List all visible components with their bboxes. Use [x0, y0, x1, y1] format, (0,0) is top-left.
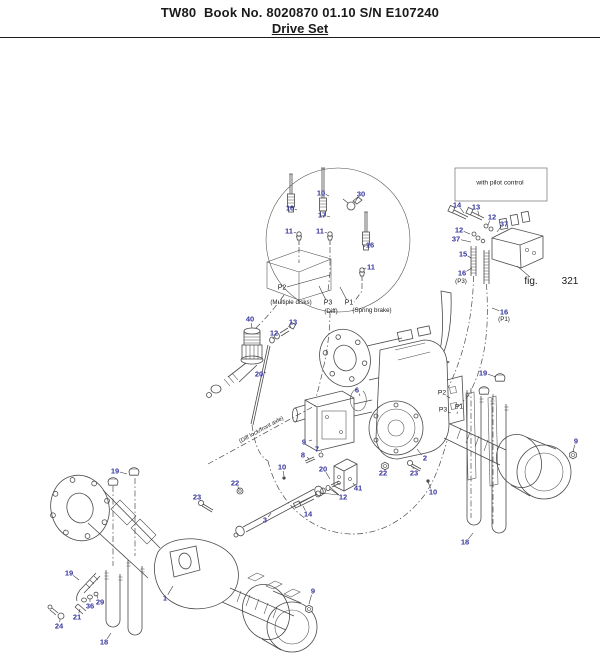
- leader-line: [283, 471, 284, 476]
- leader-line: [294, 232, 296, 233]
- part-callout-12: 12: [338, 492, 348, 502]
- pilot-control-note: with pilot control: [476, 179, 524, 187]
- part-callout-7: 7: [314, 444, 320, 454]
- part-callout-29: 29: [95, 597, 105, 607]
- leader-line: [340, 287, 347, 300]
- hydraulic-motor: [293, 389, 373, 463]
- annotation: P1: [454, 403, 464, 411]
- part-callout-16: 16: [285, 203, 295, 213]
- annotation: (Diff): [324, 307, 338, 315]
- part-callout-23: 23: [409, 468, 419, 478]
- part-callout-1: 1: [162, 593, 168, 603]
- bolt-23-right: [407, 460, 421, 471]
- figure-number: 321: [561, 276, 579, 287]
- part-callout-6: 6: [354, 385, 360, 395]
- part-callout-20: 20: [318, 464, 328, 474]
- valve-block-41: [293, 459, 357, 508]
- leader-line: [309, 595, 312, 604]
- leader-line: [287, 275, 330, 287]
- brake-valve-body-sketch: [267, 250, 331, 300]
- part-callout-10: 10: [316, 188, 326, 198]
- leader-line: [120, 472, 127, 474]
- front-axle: [42, 468, 317, 652]
- part-callout-19: 19: [478, 368, 488, 378]
- part-callout-37: 37: [451, 234, 461, 244]
- leader-line: [488, 221, 490, 225]
- part-callout-23: 23: [192, 492, 202, 502]
- leader-line: [478, 211, 479, 215]
- part-callout-14: 14: [452, 200, 462, 210]
- bolt-14: [448, 205, 468, 219]
- pilot-control-assembly: [445, 168, 547, 406]
- leader-line: [359, 394, 360, 396]
- annotation: P3: [323, 299, 333, 307]
- part-callout-20: 20: [254, 369, 264, 379]
- needle-valve-10: [320, 168, 327, 216]
- leader-line: [107, 633, 111, 639]
- annotation: P1: [344, 299, 354, 307]
- part-callout-16: 16: [457, 268, 467, 278]
- part-callout-2: 2: [422, 453, 428, 463]
- hose-coil-16: [484, 250, 489, 284]
- hose-coil-15: [471, 246, 476, 276]
- pilot-control-box: [455, 168, 547, 201]
- part-callout-3: 3: [262, 515, 268, 525]
- bolt-13: [466, 207, 484, 220]
- front-hub-flange: [42, 468, 118, 547]
- leader-line: [319, 286, 326, 299]
- part-callout-36: 36: [85, 601, 95, 611]
- leader-line: [325, 232, 327, 233]
- annotation: (P3): [455, 277, 467, 285]
- leader-line: [488, 374, 496, 377]
- annotation: P3: [438, 406, 448, 414]
- part-callout-16: 16: [499, 307, 509, 317]
- part-callout-11: 11: [285, 226, 293, 236]
- leader-line: [497, 227, 501, 232]
- part-callout-19: 19: [64, 568, 74, 578]
- leader-line: [307, 457, 309, 459]
- leader-line: [97, 596, 98, 598]
- header-divider: [0, 37, 600, 38]
- annotation: P2: [437, 389, 447, 397]
- leader-line: [464, 231, 470, 234]
- annotation: (Spring brake): [352, 306, 392, 314]
- leader-line: [467, 256, 471, 258]
- part-callout-13: 13: [471, 202, 481, 212]
- part-callout-11: 11: [367, 262, 375, 272]
- input-flange: [312, 323, 377, 394]
- part-callout-11: 11: [316, 226, 324, 236]
- figure-label: fig.: [524, 276, 538, 287]
- annotation: (P1): [498, 315, 510, 323]
- part-callout-37: 37: [499, 219, 509, 229]
- annotation: (Diff lock/front axle): [238, 415, 285, 445]
- part-callout-18: 18: [99, 637, 109, 647]
- part-callout-14: 14: [303, 509, 313, 519]
- annotation: P2: [277, 284, 287, 292]
- part-callout-21: 21: [72, 612, 82, 622]
- leader-line: [251, 323, 252, 328]
- leader-line: [460, 208, 464, 213]
- part-callout-9: 9: [573, 436, 579, 446]
- part-callout-10: 10: [277, 462, 287, 472]
- part-callout-24: 24: [54, 621, 64, 631]
- part-callout-12: 12: [454, 225, 464, 235]
- leader-line: [321, 451, 322, 452]
- leader-line: [468, 533, 473, 539]
- part-callout-12: 12: [487, 212, 497, 222]
- part-callout-19: 19: [110, 466, 120, 476]
- document-header: [0, 0, 600, 36]
- u-bolt-front-1: [106, 570, 120, 627]
- breather-pipe-19: [48, 573, 100, 622]
- leader-line: [573, 445, 575, 452]
- diff-lock-valve-40: [207, 322, 296, 425]
- u-bolt-rear-1: [467, 390, 481, 525]
- part-callout-41: 41: [353, 483, 363, 493]
- part-callout-22: 22: [230, 478, 240, 488]
- u-bolt-rear-2: [492, 398, 506, 533]
- pilot-valve-block: [492, 211, 543, 268]
- part-callout-17: 17: [317, 210, 327, 220]
- part-callout-16: 16: [365, 240, 375, 250]
- part-callout-8: 8: [300, 450, 306, 460]
- page-title: TW80 Book No. 8020870 01.10 S/N E107240: [160, 5, 440, 20]
- leader-line: [295, 209, 297, 210]
- leader-line: [326, 194, 329, 196]
- part-callout-22: 22: [378, 468, 388, 478]
- clamp-30: [343, 197, 362, 210]
- port-plate: [447, 376, 464, 424]
- u-bolt-front-2: [128, 560, 142, 635]
- leader-line: [461, 240, 471, 242]
- leader-line: [303, 506, 305, 511]
- rear-axle: [444, 374, 579, 533]
- leader-line: [326, 472, 330, 479]
- part-callout-9: 9: [310, 586, 316, 596]
- detail-circle: [266, 168, 410, 312]
- part-callout-40: 40: [245, 314, 255, 324]
- part-callout-13: 13: [288, 317, 298, 327]
- leader-line: [73, 575, 79, 580]
- part-callout-10: 10: [428, 487, 438, 497]
- annotation: (Multiple disks): [270, 298, 312, 306]
- leader-line: [327, 216, 330, 217]
- bolt-23-front: [198, 500, 213, 512]
- part-callout-18: 18: [460, 537, 470, 547]
- part-callout-30: 30: [356, 189, 366, 199]
- leader-line: [492, 308, 499, 311]
- page-subtitle: Drive Set: [271, 21, 329, 36]
- part-callout-12: 12: [269, 328, 279, 338]
- part-callout-15: 15: [458, 249, 468, 259]
- driveshaft: [234, 485, 325, 538]
- part-callout-9: 9: [301, 437, 307, 447]
